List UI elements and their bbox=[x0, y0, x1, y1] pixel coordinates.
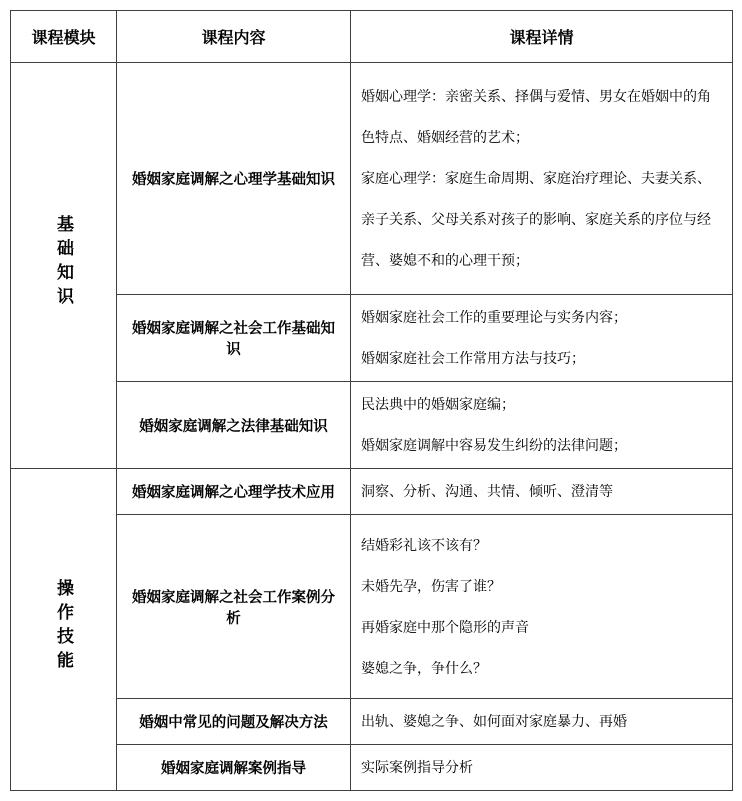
table-row bbox=[11, 295, 733, 382]
table-row bbox=[11, 382, 733, 469]
details-cell bbox=[351, 699, 733, 745]
module-label: 基础知识 bbox=[54, 215, 73, 311]
content-cell: 婚姻家庭调解案例指导 bbox=[117, 745, 351, 791]
content-cell: 婚姻家庭调解之法律基础知识 bbox=[117, 382, 351, 469]
details-cell bbox=[351, 745, 733, 791]
module-cell-basic-knowledge bbox=[11, 63, 117, 469]
detail-line: 实际案例指导分析 bbox=[361, 759, 473, 775]
module-label: 操作技能 bbox=[54, 579, 73, 675]
detail-line: 未婚先孕，伤害了谁？ bbox=[361, 577, 501, 594]
details-cell bbox=[351, 295, 733, 382]
details-cell bbox=[351, 515, 733, 699]
table-row bbox=[11, 699, 733, 745]
table-row bbox=[11, 63, 733, 295]
detail-line: 婆媳之争，争什么？ bbox=[361, 659, 487, 676]
detail-line: 再婚家庭中那个隐形的声音 bbox=[361, 618, 529, 635]
content-cell: 婚姻家庭调解之社会工作案例分析 bbox=[117, 515, 351, 699]
detail-line: 家庭心理学：家庭生命周期、家庭治疗理论、夫妻关系、亲子关系、父母关系对孩子的影响、家庭关系的序位与经营、婆媳不和的心理干预； bbox=[361, 170, 711, 268]
detail-line: 婚姻家庭调解中容易发生纠纷的法律问题； bbox=[361, 437, 627, 453]
content-cell: 婚姻中常见的问题及解决方法 bbox=[117, 699, 351, 745]
detail-line: 婚姻家庭社会工作常用方法与技巧； bbox=[361, 350, 585, 366]
header-cell-details: 课程详情 bbox=[351, 11, 733, 63]
content-cell: 婚姻家庭调解之社会工作基础知识 bbox=[117, 295, 351, 382]
detail-line: 民法典中的婚姻家庭编； bbox=[361, 396, 515, 412]
details-cell bbox=[351, 469, 733, 515]
content-cell: 婚姻家庭调解之心理学基础知识 bbox=[117, 63, 351, 295]
table-row bbox=[11, 469, 733, 515]
course-table bbox=[10, 10, 733, 791]
header-cell-module: 课程模块 bbox=[11, 11, 117, 63]
details-cell bbox=[351, 382, 733, 469]
detail-line: 结婚彩礼该不该有？ bbox=[361, 536, 487, 553]
detail-line: 出轨、婆媳之争、如何面对家庭暴力、再婚 bbox=[361, 713, 627, 729]
detail-line: 婚姻家庭社会工作的重要理论与实务内容； bbox=[361, 309, 627, 325]
content-cell: 婚姻家庭调解之心理学技术应用 bbox=[117, 469, 351, 515]
detail-line: 婚姻心理学：亲密关系、择偶与爱情、男女在婚姻中的角色特点、婚姻经营的艺术； bbox=[361, 88, 711, 145]
table-row bbox=[11, 515, 733, 699]
header-row bbox=[11, 11, 733, 63]
detail-line: 洞察、分析、沟通、共情、倾听、澄清等 bbox=[361, 483, 613, 499]
module-cell-operation-skills bbox=[11, 469, 117, 791]
table-row bbox=[11, 745, 733, 791]
details-cell bbox=[351, 63, 733, 295]
header-cell-content: 课程内容 bbox=[117, 11, 351, 63]
